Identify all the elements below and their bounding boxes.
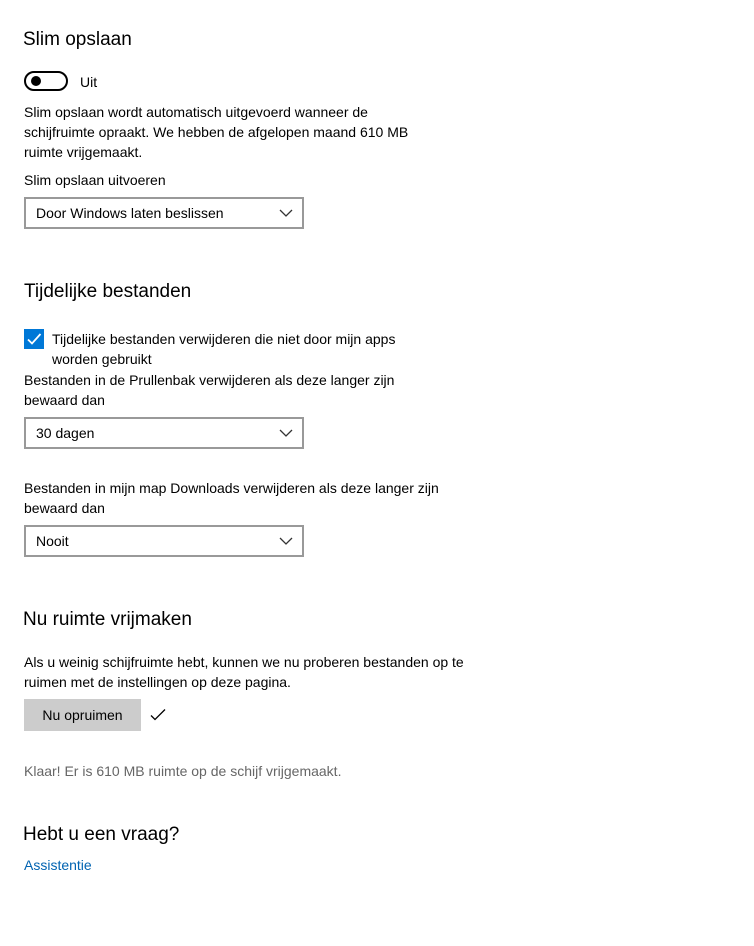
run-storage-sense-dropdown[interactable] <box>24 197 304 229</box>
temp-files-title: Tijdelijke bestanden <box>24 281 192 302</box>
checkmark-icon <box>150 708 166 722</box>
dropdown-value: 30 dagen <box>36 425 95 441</box>
assistance-link[interactable]: Assistentie <box>24 857 92 873</box>
dropdown-value: Nooit <box>36 533 69 549</box>
status-text: Klaar! Er is 610 MB ruimte op de schijf vrijgemaakt. <box>24 763 342 779</box>
delete-temp-files-label: Tijdelijke bestanden verwijderen die niet door mijn apps worden gebruikt <box>52 331 396 367</box>
help-title: Hebt u een vraag? <box>23 824 180 845</box>
chevron-down-icon <box>279 207 293 219</box>
storage-sense-title: Slim opslaan <box>23 29 132 50</box>
toggle-knob <box>31 76 41 86</box>
clean-now-button[interactable] <box>24 699 141 731</box>
downloads-label: Bestanden in mijn map Downloads verwijderen als deze langer zijn bewaard dan <box>24 480 439 516</box>
free-space-title: Nu ruimte vrijmaken <box>23 609 192 630</box>
run-storage-sense-label: Slim opslaan uitvoeren <box>24 172 166 188</box>
chevron-down-icon <box>279 427 293 439</box>
storage-sense-description: Slim opslaan wordt automatisch uitgevoerd wanneer de schijfruimte opraakt. We hebben de afgelopen maand 610 MB ruimte vrijgemaakt. <box>24 104 409 160</box>
chevron-down-icon <box>279 535 293 547</box>
free-space-description: Als u weinig schijfruimte hebt, kunnen we nu proberen bestanden op te ruimen met de instellingen op deze pagina. <box>24 654 464 690</box>
recycle-bin-label: Bestanden in de Prullenbak verwijderen als deze langer zijn bewaard dan <box>24 372 395 408</box>
storage-sense-toggle[interactable] <box>24 71 68 91</box>
clean-now-button-label: Nu opruimen <box>42 707 123 723</box>
recycle-bin-dropdown[interactable] <box>24 417 304 449</box>
dropdown-value: Door Windows laten beslissen <box>36 205 224 221</box>
checkmark-icon <box>24 329 44 349</box>
delete-temp-files-checkbox[interactable] <box>24 329 44 349</box>
toggle-state-label: Uit <box>80 74 98 90</box>
downloads-dropdown[interactable] <box>24 525 304 557</box>
